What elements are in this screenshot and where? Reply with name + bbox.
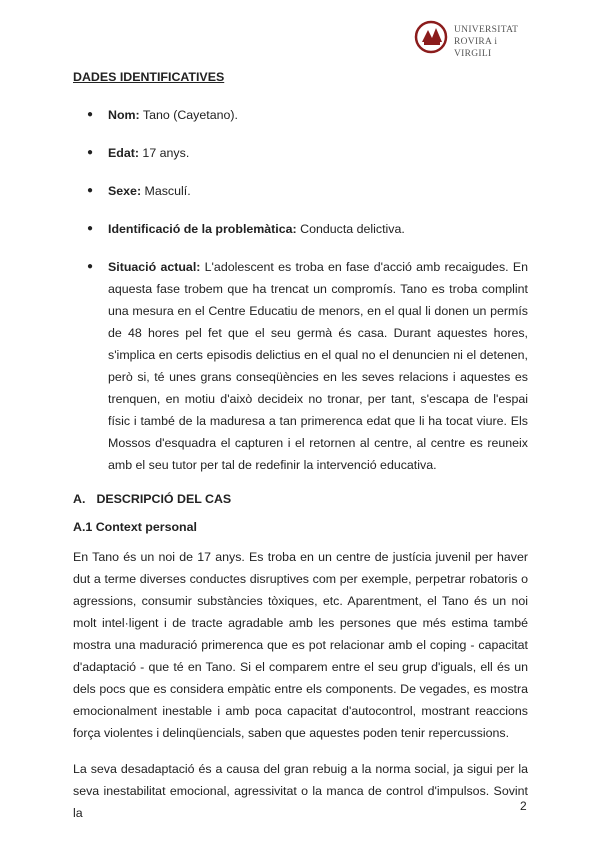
bullet-icon: ● bbox=[87, 261, 94, 272]
logo-line-1: UNIVERSITAT bbox=[454, 25, 519, 35]
bullet-icon: ● bbox=[87, 223, 94, 234]
item-value: L'adolescent es troba en fase d'acció amb recaigudes. En aquesta fase trobem que ha trencat un compromís. Tano es troba complint una mesura en el Centre Educatiu de menors, en el qual li donen un permís de 48 hores pel fet que el seu germà és casa. Durant aquestes hores, s'implica en certs episodis delictius en el qual no el denuncien ni el detenen, però si, té unes grans conseqüències en les seves relacions i aquestes es trenquen, en motiu d'això decideix no tronar, per tant, s'escapa de l'espai físic i també de la maduresa a tan primerenca edat que li ha tocat viure. Els Mossos d'esquadra el capturen i el retornen al centre, al centre es reuneix amb el seu tutor per tal de redefinir la intervenció educativa. bbox=[108, 260, 529, 472]
item-value: 17 anys. bbox=[138, 146, 190, 160]
university-logo bbox=[414, 20, 534, 59]
paragraph: La seva desadaptació és a causa del gran rebuig a la norma social, ja sigui per la seva inestabilitat emocional, agressivitat o la manca de control d'impulsos. Sovint la bbox=[73, 762, 528, 820]
page-number: 2 bbox=[520, 799, 527, 813]
university-seal-icon bbox=[414, 20, 450, 54]
item-label: Nom: bbox=[108, 108, 140, 122]
bullet-icon: ● bbox=[87, 185, 94, 196]
logo-line-2: ROVIRA i VIRGILI bbox=[454, 37, 498, 59]
list-item-age bbox=[73, 142, 528, 164]
identification-list bbox=[73, 104, 528, 476]
heading-a-number: A. bbox=[73, 492, 86, 506]
item-label: Situació actual: bbox=[108, 260, 201, 274]
item-label: Sexe: bbox=[108, 184, 142, 198]
item-label: Edat: bbox=[108, 146, 139, 160]
item-value: Conducta delictiva. bbox=[296, 222, 405, 236]
paragraph: En Tano és un noi de 17 anys. Es troba en un centre de justícia juvenil per haver dut a terme diverses conductes disruptives com per exemple, perpetrar robatoris o agressions, consumir substàncies tòxiques, etc. Aparentment, el Tano és un noi molt intel·ligent i de tracte agradable amb les persones que més estima també mostra una maduració primerenca que es pot relacionar amb el coping - capacitat d'adaptació - que té en Tano. Si el comparem entre el seu grup d'iguals, ell és un dels pocs que es considera empàtic entre els components. De vegades, es mostra emocionalment inestable i amb poca capacitat d'autocontrol, mostrant reaccions força violentes i delinqüencials, saben que aquestes poden tenir repercussions. bbox=[73, 550, 528, 740]
list-item-sex bbox=[73, 180, 528, 202]
logo-text bbox=[454, 24, 534, 60]
item-label: Identificació de la problemàtica: bbox=[108, 222, 297, 236]
section-title: DADES IDENTIFICATIVES bbox=[73, 70, 225, 84]
bullet-icon: ● bbox=[87, 147, 94, 158]
heading-a1: A.1 Context personal bbox=[73, 520, 197, 534]
bullet-icon: ● bbox=[87, 109, 94, 120]
heading-a bbox=[73, 492, 528, 506]
item-value: Masculí. bbox=[141, 184, 191, 198]
list-item-problem bbox=[73, 218, 528, 240]
item-value: Tano (Cayetano). bbox=[139, 108, 238, 122]
document-body bbox=[73, 70, 528, 838]
heading-a-text: DESCRIPCIÓ DEL CAS bbox=[96, 492, 232, 506]
list-item-current-situation bbox=[73, 256, 528, 476]
list-item-name bbox=[73, 104, 528, 126]
